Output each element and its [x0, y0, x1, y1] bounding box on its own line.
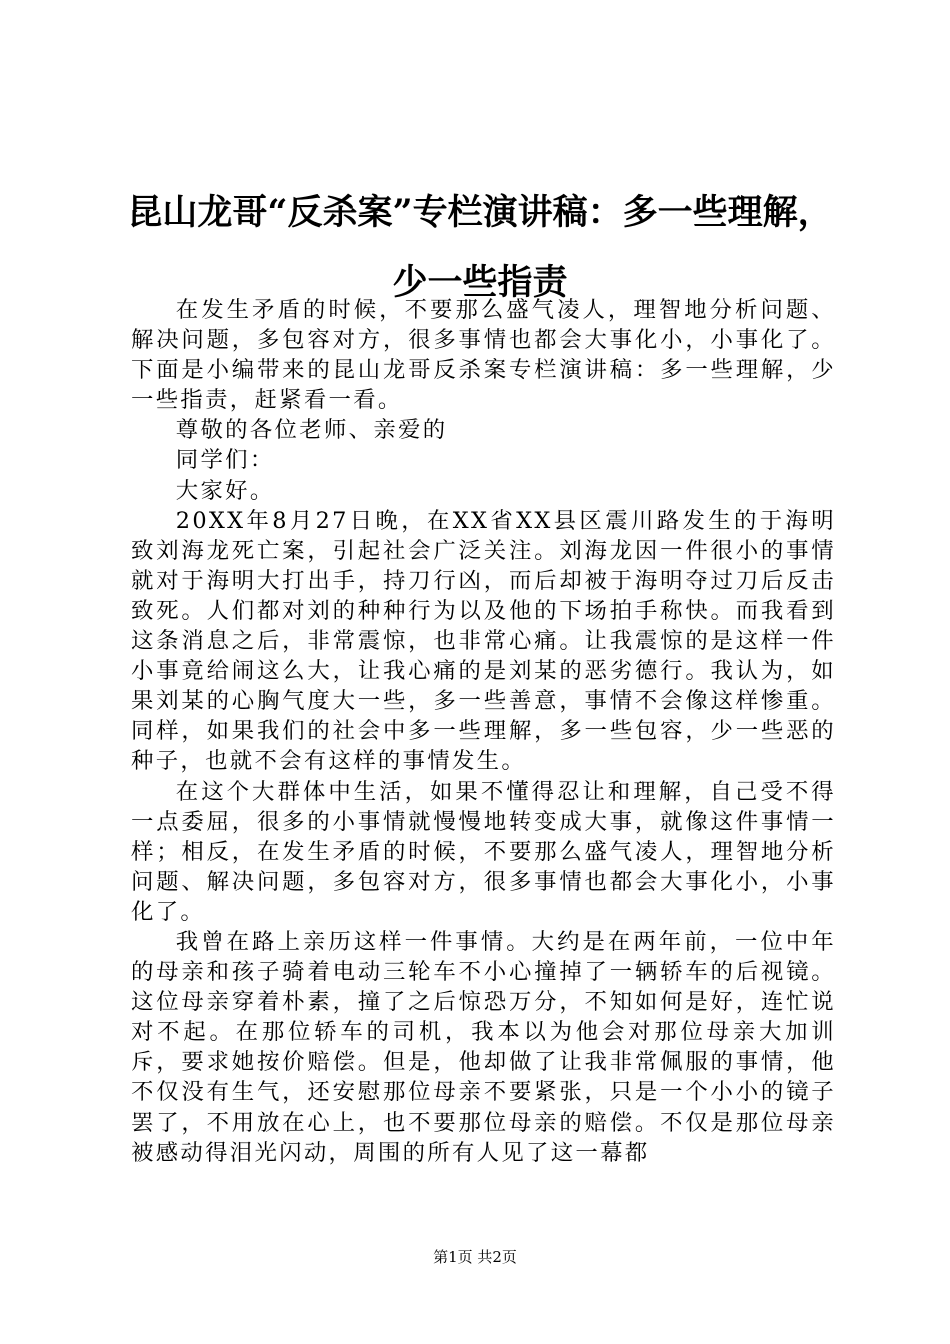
- paragraph-anecdote: 我曾在路上亲历这样一件事情。大约是在两年前，一位中年的母亲和孩子骑着电动三轮车不小心撞掉了一辆轿车的后视镜。这位母亲穿着朴素，撞了之后惊恐万分，不知如何是好，连忙说对不起。在那位轿车的司机，我本以为他会对那位母亲大加训斥，要求她按价赔偿。但是，他却做了让我非常佩服的事情，他不仅没有生气，还安慰那位母亲不要紧张，只是一个小小的镜子罢了，不用放在心上，也不要那位母亲的赔偿。不仅是那位母亲被感动得泪光闪动，周围的所有人见了这一幕都: [131, 928, 836, 1166]
- paragraph-salutation-students: 同学们：: [175, 447, 275, 474]
- title-line-2: 少一些指责: [392, 262, 568, 303]
- paragraph-greeting: 大家好。: [175, 477, 275, 504]
- document-body: [131, 295, 836, 1168]
- paragraph-tolerance: 在这个大群体中生活，如果不懂得忍让和理解，自己受不得一点委屈，很多的小事情就慢慢地转变成大事，就像这件事情一样；相反，在发生矛盾的时候，不要那么盛气凌人，理智地分析问题、解决问题，多包容对方，很多事情也都会大事化小，小事化了。: [131, 778, 836, 925]
- paragraph-case: 20XX年8月27日晚，在XX省XX县区震川路发生的于海明致刘海龙死亡案，引起社会广泛关注。刘海龙因一件很小的事情就对于海明大打出手，持刀行凶，而后却被于海明夺过刀后反击致死。人们都对刘的种种行为以及他的下场拍手称快。而我看到这条消息之后，非常震惊，也非常心痛。让我震惊的是这样一件小事竟给闹这么大，让我心痛的是刘某的恶劣德行。我认为，如果刘某的心胸气度大一些，多一些善意，事情不会像这样惨重。同样，如果我们的社会中多一些理解，多一些包容，少一些恶的种子，也就不会有这样的事情发生。: [131, 507, 836, 775]
- paragraph-salutation: 尊敬的各位老师、亲爱的: [175, 417, 448, 444]
- title-line-1: 昆山龙哥“反杀案”专栏演讲稿：多一些理解，: [127, 192, 833, 233]
- paragraph-intro: 在发生矛盾的时候，不要那么盛气凌人，理智地分析问题、解决问题，多包容对方，很多事情也都会大事化小，小事化了。下面是小编带来的昆山龙哥反杀案专栏演讲稿：多一些理解，少一些指责，赶紧看一看。: [131, 297, 836, 414]
- page-footer: 第1页 共2页: [433, 1248, 517, 1266]
